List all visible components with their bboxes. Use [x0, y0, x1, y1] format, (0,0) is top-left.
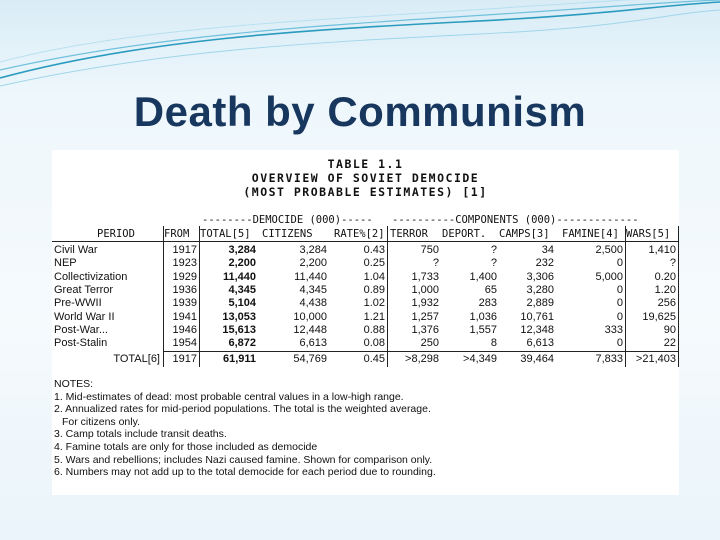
table-cell-wars: >21,403: [635, 353, 676, 365]
column-header: WARS[5]: [626, 228, 671, 240]
table-cell-camps: 39,464: [520, 353, 554, 365]
table-cell-total: 61,911: [222, 353, 256, 365]
table-cell-period: Pre-WWII: [54, 297, 102, 310]
table-cell-wars: 256: [657, 297, 676, 310]
table-cell-from: 1946: [172, 323, 197, 336]
table-cell-rate: 1.02: [363, 297, 385, 310]
table-cell-terror: 1,000: [411, 283, 439, 296]
table-cell-wars: 1.20: [654, 283, 676, 296]
column-header: FROM: [164, 228, 190, 240]
note-line: 4. Famine totals are only for those included as democide: [54, 440, 318, 453]
note-line: 6. Numbers may not add up to the total democide for each period due to rounding.: [54, 466, 436, 479]
table-cell-terror: ?: [432, 257, 439, 270]
table-cell-wars: 0.20: [654, 270, 676, 283]
table-cell-terror: 1,932: [411, 297, 439, 310]
table-cell-rate: 0.08: [363, 337, 385, 350]
table-cell-deport: ?: [490, 244, 497, 256]
column-header: FAMINE[4]: [562, 228, 619, 240]
table-cell-citizens: 4,438: [299, 297, 327, 310]
table-cell-from: 1923: [172, 257, 197, 270]
column-header: DEPORT.: [442, 228, 487, 240]
table-cell-total: 15,613: [222, 323, 256, 336]
table-cell-from: 1917: [172, 353, 197, 365]
table-cell-total: 6,872: [228, 337, 256, 350]
note-line: 1. Mid-estimates of dead: most probable central values in a low-high range.: [54, 390, 404, 403]
table-cell-famine: 0: [616, 283, 623, 296]
header-divider: [52, 241, 679, 242]
table-cell-terror: 750: [420, 244, 439, 256]
table-cell-famine: 5,000: [595, 270, 623, 283]
table-cell-rate: 0.43: [363, 244, 385, 256]
table-cell-deport: 1,036: [469, 310, 497, 323]
table-cell-period: Post-Stalin: [54, 337, 108, 350]
table-cell-period: Post-War...: [54, 323, 108, 336]
table-cell-wars: 22: [663, 337, 676, 350]
note-line: 2. Annualized rates for mid-period populations. The total is the weighted average.: [54, 403, 431, 416]
table-cell-deport: 283: [478, 297, 497, 310]
table-cell-total: 13,053: [222, 310, 256, 323]
table-cell-wars: ?: [669, 257, 676, 270]
table-cell-camps: 232: [535, 257, 554, 270]
table-cell-rate: 0.45: [363, 353, 385, 365]
table-cell-famine: 333: [604, 323, 623, 336]
table-cell-from: 1917: [172, 244, 197, 256]
column-header: TERROR: [390, 228, 428, 240]
table-cell-terror: >8,298: [405, 353, 439, 365]
table-cell-camps: 2,889: [526, 297, 554, 310]
table-document: [52, 150, 679, 495]
table-cell-camps: 3,280: [526, 283, 554, 296]
table-cell-from: 1936: [172, 283, 197, 296]
table-cell-terror: 1,257: [411, 310, 439, 323]
table-cell-terror: 1,376: [411, 323, 439, 336]
democide-group-header: --------DEMOCIDE (000)-----: [202, 214, 373, 226]
note-line: 3. Camp totals include transit deaths.: [54, 428, 227, 441]
table-cell-citizens: 10,000: [293, 310, 327, 323]
table-cell-from: 1939: [172, 297, 197, 310]
table-cell-famine: 0: [616, 310, 623, 323]
table-title-line: TABLE 1.1: [327, 157, 404, 171]
table-cell-period: NEP: [54, 257, 77, 270]
table-cell-famine: 7,833: [595, 353, 623, 365]
table-title-line: OVERVIEW OF SOVIET DEMOCIDE: [251, 171, 480, 185]
components-group-header: ----------COMPONENTS (000)-------------: [392, 214, 639, 226]
note-line: 5. Wars and rebellions; includes Nazi caused famine. Shown for comparison only.: [54, 453, 433, 466]
table-cell-citizens: 54,769: [293, 353, 327, 365]
table-cell-rate: 1.04: [363, 270, 385, 283]
table-cell-famine: 0: [616, 257, 623, 270]
table-cell-camps: 3,306: [526, 270, 554, 283]
table-cell-total: 11,440: [222, 270, 256, 283]
table-cell-rate: 0.88: [363, 323, 385, 336]
table-cell-period: World War II: [54, 310, 115, 323]
table-cell-deport: 1,557: [469, 323, 497, 336]
table-cell-deport: >4,349: [463, 353, 497, 365]
column-header: CITIZENS: [262, 228, 313, 240]
table-cell-wars: 90: [663, 323, 676, 336]
table-cell-wars: 1,410: [648, 244, 676, 256]
table-cell-wars: 19,625: [642, 310, 676, 323]
table-cell-citizens: 4,345: [299, 283, 327, 296]
table-cell-terror: 250: [420, 337, 439, 350]
notes-heading: NOTES:: [54, 378, 94, 390]
table-cell-rate: 1.21: [363, 310, 385, 323]
table-cell-camps: 10,761: [520, 310, 554, 323]
total-divider: [163, 351, 679, 352]
note-line: For citizens only.: [62, 415, 140, 428]
table-cell-famine: 0: [616, 337, 623, 350]
table-cell-deport: 65: [484, 283, 497, 296]
table-cell-period: TOTAL[6]: [113, 353, 160, 365]
column-header: CAMPS[3]: [499, 228, 550, 240]
slide-title: Death by Communism: [133, 88, 587, 135]
table-cell-citizens: 12,448: [293, 323, 327, 336]
table-notes: [54, 378, 436, 479]
column-header: PERIOD: [97, 228, 135, 240]
decorative-wave-lines: [0, 0, 720, 95]
table-cell-total: 3,284: [228, 244, 256, 256]
table-cell-total: 2,200: [228, 257, 256, 270]
table-cell-camps: 12,348: [520, 323, 554, 336]
table-cell-camps: 6,613: [526, 337, 554, 350]
table-cell-from: 1954: [172, 337, 197, 350]
column-header: TOTAL[5]: [200, 228, 251, 240]
table-cell-from: 1941: [172, 310, 197, 323]
table-cell-camps: 34: [541, 244, 554, 256]
table-cell-period: Great Terror: [54, 283, 114, 296]
table-cell-rate: 0.25: [363, 257, 385, 270]
table-cell-period: Collectivization: [54, 270, 128, 283]
table-cell-deport: ?: [490, 257, 497, 270]
table-cell-period: Civil War: [54, 244, 98, 256]
table-cell-citizens: 6,613: [299, 337, 327, 350]
table-cell-total: 4,345: [228, 283, 256, 296]
table-cell-deport: 8: [490, 337, 497, 350]
table-cell-citizens: 2,200: [299, 257, 327, 270]
table-cell-deport: 1,400: [469, 270, 497, 283]
table-cell-rate: 0.89: [363, 283, 385, 296]
table-cell-citizens: 11,440: [294, 270, 327, 283]
table-cell-total: 5,104: [228, 297, 256, 310]
table-title-line: (MOST PROBABLE ESTIMATES) [1]: [243, 185, 488, 199]
column-divider: [678, 226, 679, 367]
table-cell-terror: 1,733: [411, 270, 439, 283]
column-header: RATE%[2]: [334, 228, 385, 240]
table-cell-citizens: 3,284: [299, 244, 327, 256]
table-cell-famine: 0: [616, 297, 623, 310]
table-cell-from: 1929: [172, 270, 197, 283]
table-cell-famine: 2,500: [595, 244, 623, 256]
